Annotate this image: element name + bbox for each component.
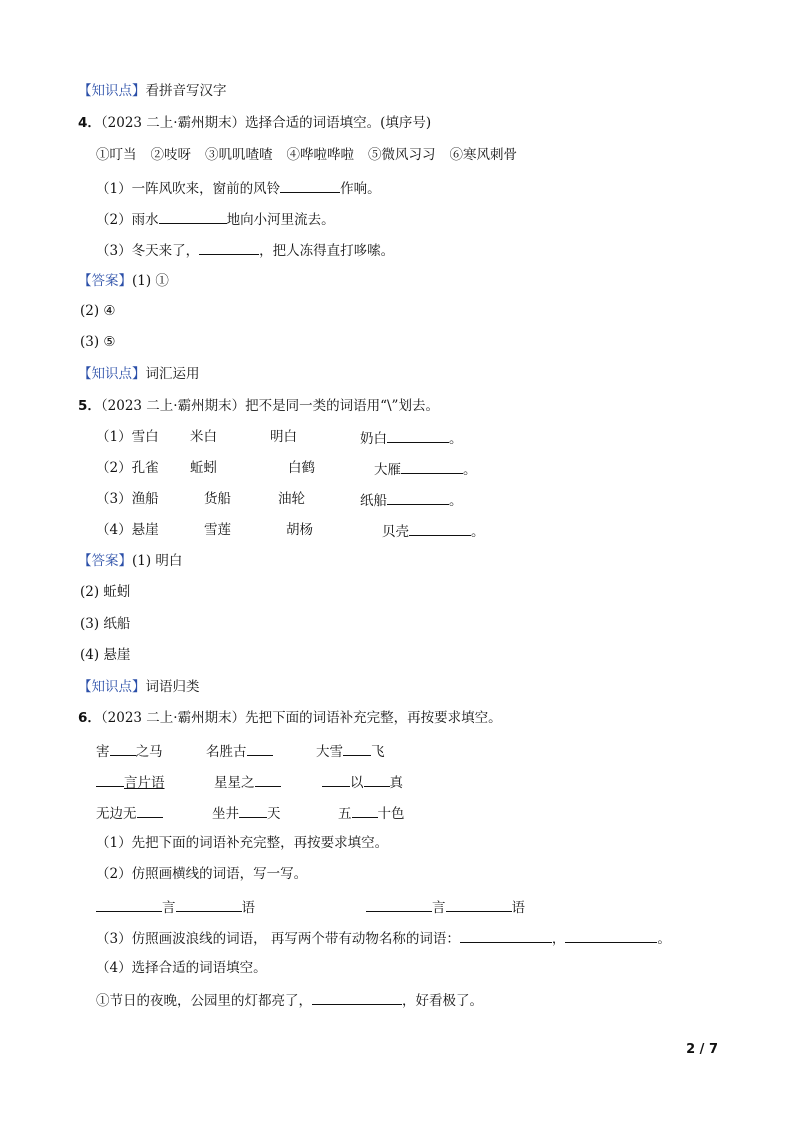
answer-blank[interactable] — [280, 178, 340, 193]
question-number: 6． — [78, 710, 101, 726]
word-with-blank — [360, 490, 463, 510]
answer-5-line-1 — [78, 552, 182, 570]
question-4-stem — [78, 114, 431, 132]
idiom-part: 无边无 — [96, 806, 137, 822]
answer-label: 【答案】 — [78, 273, 132, 289]
question-text: 把不是同一类的词语用“\”划去。 — [245, 398, 439, 414]
answer-blank[interactable] — [322, 772, 350, 787]
word: 大雁 — [374, 462, 401, 478]
answer-blank[interactable] — [159, 209, 227, 224]
question-number: 4． — [78, 115, 101, 131]
question-6-part-4: （4）选择合适的词语填空。 — [96, 960, 267, 976]
sentence-text: （1）一阵风吹来，窗前的风铃 — [96, 181, 281, 197]
answer-5-line-2: (2) 蚯蚓 — [80, 584, 131, 600]
question-4-options — [96, 146, 517, 164]
answer-blank[interactable] — [176, 897, 242, 912]
sentence-text: 地向小河里流去。 — [226, 212, 335, 228]
question-6-part-1: （1）先把下面的词语补充完整，再按要求填空。 — [96, 835, 389, 851]
answer-4-line-3: (3) ⑤ — [80, 334, 116, 350]
idiom-part: 之马 — [135, 744, 163, 760]
answer-text: (1) 明白 — [132, 553, 183, 569]
answer-blank[interactable] — [255, 772, 281, 787]
answer-blank[interactable] — [446, 897, 512, 912]
knowledge-label: 【知识点】 — [78, 679, 146, 695]
question-4-sentence-1 — [96, 178, 381, 198]
knowledge-point-2 — [78, 365, 200, 383]
word: 贝壳 — [382, 524, 409, 540]
question-number: 5． — [78, 398, 101, 414]
answer-blank[interactable] — [110, 741, 136, 756]
option-2: ②吱呀 — [150, 147, 191, 163]
question-source: （2023 二上·霸州期末） — [100, 710, 246, 726]
question-4-sentence-3 — [96, 240, 394, 260]
page-number: 2 / 7 — [686, 1042, 718, 1057]
word-with-blank — [374, 459, 477, 479]
question-6-stem — [78, 709, 502, 727]
idiom-part: 五 — [338, 806, 352, 822]
idiom — [322, 772, 403, 792]
question-6-sentence-1 — [96, 990, 483, 1010]
option-4: ④哗啦哗啦 — [286, 147, 354, 163]
question-text: 选择合适的词语填空。(填序号) — [245, 115, 432, 131]
idiom-part: 以 — [350, 775, 364, 791]
question-text: 先把下面的词语补充完整，再按要求填空。 — [245, 710, 502, 726]
answer-text: (1) ① — [132, 273, 169, 289]
comma: ， — [551, 931, 566, 947]
idiom-part: 言片语 — [124, 775, 165, 791]
answer-blank[interactable] — [387, 428, 449, 443]
idiom-part: 坐井 — [212, 806, 239, 822]
period: 。 — [657, 931, 671, 947]
answer-blank[interactable] — [565, 928, 657, 943]
answer-blank[interactable] — [352, 803, 378, 818]
sentence-text: ①节日的夜晚，公园里的灯都亮了， — [96, 993, 312, 1009]
answer-blank[interactable] — [96, 772, 124, 787]
word: （4）悬崖 — [96, 522, 159, 538]
question-6-part-2: （2）仿照画横线的词语，写一写。 — [96, 866, 308, 882]
word-with-blank — [360, 428, 463, 448]
idiom — [212, 803, 281, 823]
knowledge-text: 词语归类 — [145, 679, 200, 695]
sentence-text: （3）冬天来了， — [96, 243, 200, 259]
word: （1）雪白 — [96, 429, 159, 445]
answer-4-line-2: (2) ④ — [80, 303, 116, 319]
answer-blank[interactable] — [199, 240, 259, 255]
knowledge-label: 【知识点】 — [78, 366, 146, 382]
idiom-part: 名胜古 — [206, 744, 247, 760]
knowledge-text: 词汇运用 — [145, 366, 200, 382]
fixed-char: 言 — [162, 900, 176, 916]
answer-5-line-3: (3) 纸船 — [80, 616, 131, 632]
sentence-text: ，好看极了。 — [402, 993, 483, 1009]
word-with-blank — [382, 521, 485, 541]
fixed-char: 语 — [241, 900, 255, 916]
sentence-text: （2）雨水 — [96, 212, 159, 228]
idiom-part: 天 — [267, 806, 281, 822]
idiom — [206, 741, 273, 761]
word: 货船 — [204, 491, 231, 507]
idiom — [96, 772, 165, 792]
idiom-part: 十色 — [377, 806, 405, 822]
knowledge-point-1 — [78, 82, 227, 100]
answer-blank[interactable] — [247, 741, 273, 756]
answer-blank[interactable] — [96, 897, 162, 912]
answer-blank[interactable] — [460, 928, 552, 943]
word: （2）孔雀 — [96, 460, 159, 476]
part-text: （3）仿照画波浪线的词语， 再写两个带有动物名称的词语： — [96, 931, 460, 947]
word: 白鹤 — [288, 460, 315, 476]
idiom-part: 大雪 — [316, 744, 343, 760]
answer-blank[interactable] — [409, 521, 471, 536]
knowledge-text: 看拼音写汉字 — [145, 83, 227, 99]
answer-4-line-1 — [78, 272, 169, 290]
idiom-part: 飞 — [371, 744, 385, 760]
question-source: （2023 二上·霸州期末） — [100, 398, 246, 414]
word: 油轮 — [278, 491, 305, 507]
idiom — [338, 803, 405, 823]
word: （3）渔船 — [96, 491, 159, 507]
question-5-stem — [78, 397, 439, 415]
answer-blank[interactable] — [401, 459, 463, 474]
idiom — [316, 741, 385, 761]
word: 胡杨 — [286, 522, 313, 538]
answer-label: 【答案】 — [78, 553, 132, 569]
sentence-text: 作响。 — [340, 181, 381, 197]
idiom — [214, 772, 281, 792]
imitation-2 — [366, 897, 525, 917]
question-4-sentence-2 — [96, 209, 335, 229]
knowledge-label: 【知识点】 — [78, 83, 146, 99]
answer-blank[interactable] — [366, 897, 432, 912]
question-6-part-3 — [96, 928, 671, 948]
option-5: ⑤微风习习 — [368, 147, 436, 163]
knowledge-point-3 — [78, 678, 200, 696]
idiom — [96, 803, 163, 823]
question-source: （2023 二上·霸州期末） — [100, 115, 246, 131]
idiom-part: 星星之 — [214, 775, 255, 791]
idiom-part: 真 — [389, 775, 403, 791]
word: 纸船 — [360, 493, 387, 509]
period: 。 — [463, 462, 477, 478]
period: 。 — [471, 524, 485, 540]
answer-blank[interactable] — [343, 741, 371, 756]
word: 雪莲 — [204, 522, 231, 538]
word: 米白 — [190, 429, 217, 445]
sentence-text: ，把人冻得直打哆嗦。 — [259, 243, 395, 259]
period: 。 — [449, 493, 463, 509]
answer-blank[interactable] — [364, 772, 390, 787]
answer-blank[interactable] — [387, 490, 449, 505]
idiom-part: 害 — [96, 744, 110, 760]
idiom — [96, 741, 163, 761]
word: 明白 — [270, 429, 297, 445]
answer-5-line-4: (4) 悬崖 — [80, 647, 131, 663]
period: 。 — [449, 431, 463, 447]
word: 奶白 — [360, 431, 387, 447]
option-6: ⑥寒风刺骨 — [449, 147, 517, 163]
answer-blank[interactable] — [312, 990, 402, 1005]
answer-blank[interactable] — [137, 803, 163, 818]
fixed-char: 语 — [511, 900, 525, 916]
option-3: ③叽叽喳喳 — [205, 147, 273, 163]
answer-blank[interactable] — [239, 803, 267, 818]
word: 蚯蚓 — [190, 460, 217, 476]
option-1: ①叮当 — [96, 147, 137, 163]
fixed-char: 言 — [432, 900, 446, 916]
imitation-1 — [96, 897, 255, 917]
